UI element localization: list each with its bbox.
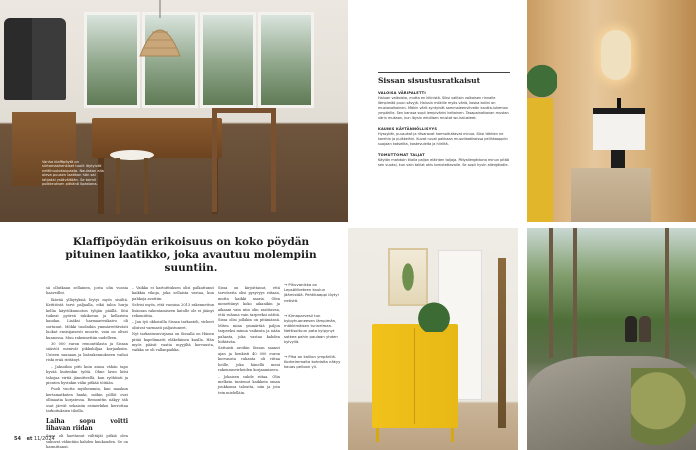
body-paragraph: Nyt tarkastusnvirjassa on Sissalla on Hänen pitää kapelinnatti eläkeläinen kuulla. Hän myös pääsit vaatia myyjiltä korvausta, vaikka se oli vallanpaikka.	[132, 332, 214, 353]
sidebar-heading: VALOISA VÄRIPALETTI	[378, 91, 426, 95]
dining-photo-caption: Vanha klaffipöytä on siirtomaahenkiset tuolit löytyivät nettihuutokaupasta. Naulakon alla oleva puusen laatikon hän sai lahjaksi ystävältään. Se toimii poikkeuksen pitkänä lipastona.	[42, 160, 104, 187]
poster-leaf	[400, 258, 416, 296]
photo-caption: → Pihuvanikka on Lepsäliiketeen koulun jäämistöä. Pehtikaappi löytyi netistä.	[284, 282, 339, 303]
pull-quote-headline: Klaffipöydän erikoisuus on koko pöydän pituinen laatikko, joka avautuu molempiin suuntiin.	[65, 236, 317, 274]
body-paragraph: Sissa on kirjoittanut, että tarvitseita olisi pysyvyys riitaan, mutta kaikki saaria. Olen menettänyt koko aikanikin ja aikaani vain niin olin rasittavaa, että ruhuna vain tarpeeksi nättiä. Sissa olisi jollakin on pitämänsä. Miten mina ymmärtää paljon tarpeeksi minua vaikeata ja nään pahasta, joka vastaa kahden hiihtävän.	[218, 286, 280, 345]
body-paragraph: Puoli vuotta myöhemmin, kun maakun kertamatkaten hanki, mökin pöllöt ovat ollmaatia korjatessa. Remonttin näkyy täh osat järvät sekaisiin esimerkiksi kerrottaa tarkoituksien tiloilla.	[46, 387, 128, 413]
sidebar-heading: KAUNIS KÄYTÄNNÖLLISYYS	[378, 127, 438, 131]
body-paragraph: Selvisi myös, että vuosina 2013 rakennettun lisäosan rakentamiseen katolle ole ei jäänyt rekomiittia.	[132, 303, 214, 319]
article-column-2	[132, 286, 214, 355]
dining-room-photo	[0, 0, 348, 222]
sidebar-rule	[378, 72, 510, 73]
sidebar-title: Sissan sisustusratkaisut	[378, 76, 481, 85]
cabinet-door-split	[414, 328, 415, 424]
wooden-stick	[498, 258, 506, 428]
body-paragraph: – Jaksoihin pitti kuin ainoa vähän tapo hyvää kuitenkin työtä. Ohne lawn kitsi tahojaa virtiä jännitteellä, kun ryöhtinti ja pienten hyvinkin välin pitkää töitään.	[46, 364, 128, 385]
body-paragraph: – Jokaisen suhde riitaa. Olin melkein tuntenut kaikkein oman joukkonsa taloutta, niin ja jota tein mielelläin.	[218, 374, 280, 395]
bathroom-floor	[571, 168, 651, 222]
wooden-chair	[212, 108, 276, 212]
photo-captions	[284, 282, 344, 380]
window-pane	[258, 12, 314, 108]
photo-caption: → Kimaparvesii tun kylpyhuoneesen lämpimän, mökkimäisen tunnelman. Nettisoltuun pata kylpynyt sotkea pahin paulaan yhden kylvyllä.	[284, 312, 338, 344]
body-paragraph: – Jan työ okhoisilla Sissaa tarkasteli, virheet olisivat varmasti paljastuneet.	[132, 320, 214, 330]
section-subhead: Laiha sopu voitti lihavan riidan	[46, 418, 128, 433]
body-paragraph: 30 000 euron remonttilasta ja Sissan säästöt menivät pikkuhiljaa korjauksiin. Uuteen saunaan ja lisärakennukseen vaihoi riski erää riittänyt.	[46, 342, 128, 363]
sidebar-heading: TOMUTTOMAT TALJAT	[378, 153, 425, 157]
stool-leg	[144, 158, 148, 214]
stool-leg	[116, 158, 120, 214]
person-figure	[625, 316, 637, 342]
sidebar-body: Hyssykät, puusukat ja ritsaravat harmoituttavat minua. Siksi tähtien ne korehin ja puikkeihin. Kuvat ruuat pakkaan muovilaatikoissa pelihkaappiin suojaan katseilta, kostevulelta ja hiiriltä.	[378, 132, 508, 146]
body-paragraph: Sissa oli haettanut välttäjät pitkiä olen sukuvat vähintäin kahden kuukauden. Se on harmittanut.	[46, 434, 128, 450]
tree-trunk	[573, 228, 577, 358]
rattan-pendant-lamp	[132, 0, 188, 66]
dog-figure	[639, 316, 651, 342]
tree-trunk	[665, 228, 669, 358]
sidebar-body: Käytän mahdoin tilalla paljon eläinten taljoja. Pölyallergikkona minun pitää sen vuoksi, kun vain talilat ohis tomutettavalle. Se sopii hyvin allergikoille.	[378, 158, 509, 167]
magazine-brand: et	[26, 436, 33, 442]
photo-caption: → Piha on kallion ympärillä. Korkeimmalta kohdalta näkyy kauas pelloon yli.	[284, 354, 341, 370]
yellow-cabinet-edge	[527, 98, 553, 222]
window-pane	[200, 12, 256, 108]
article-column-1	[46, 286, 128, 450]
article-column-3	[218, 286, 280, 397]
bathroom-photo	[527, 0, 696, 222]
forest-rock-photo	[527, 228, 696, 450]
issue-number: 11/2024	[33, 436, 55, 442]
body-paragraph: sä ollutkaan sellainen, josta olin vuosia haaveillut.	[46, 286, 128, 296]
tree-trunk	[549, 228, 553, 358]
body-paragraph: – Vaikka ei kartoittuksen olisi palkattunut kaikkia vikoja, joka sellaista vastaa, kun pahkoja avattiin.	[132, 286, 214, 301]
black-bin	[611, 150, 625, 168]
shrub	[631, 368, 696, 450]
body-paragraph: Sattuisti aroihin Sissan saanut ajan ja henkisti 40 000 euron korvausta rahanta oli riitaa heille, joka hänellä meni rakennusvirheiden korjaamiseen.	[218, 346, 280, 373]
sidebar-box	[378, 72, 510, 174]
potted-plant	[414, 298, 454, 332]
bathroom-vanity	[593, 108, 645, 150]
page-number: 54	[14, 436, 21, 442]
cabinet-legs	[376, 428, 454, 442]
yellow-cabinet-photo	[348, 228, 518, 450]
page-footer	[14, 436, 55, 442]
sidebar-body: Haluan valkoista, mutta en kliinistä. Siksi valitsin valkoisen rinnalle lämpimää puun sävyjä. Halusin mökille myös värià, koska kotini on mustavalkoinen. Mökin värit syntyivät sammaleenvihreän kautta-lukemon ympärille. Sen kanssa sopii lempivärini keltainen. Tasapainottavan mustan värin mukaan, kun löysin edullisen mustat wc-kalusteet.	[378, 96, 509, 120]
yellow-cabinet	[372, 324, 458, 428]
body-paragraph: Ikävää ylläytyksiä löytyi myös sisältä. Keittiöstä tarvi paljaalla, eikä talon hurja kellia käyttökunnoton tyhjän päällä. Sitä tuikeat pyöreä tukikovan ja kellarista kaudan. Lisäksi harmaavesikaivo oli sortunut. Mökki tuodaihin ymmärrettävästi luokat ensisijaisesti muorte, vain on olivat kunnossa. Muu rakennettiin uudelleen.	[46, 297, 128, 340]
backlit-mirror	[601, 30, 631, 80]
coat-rack	[4, 18, 66, 100]
